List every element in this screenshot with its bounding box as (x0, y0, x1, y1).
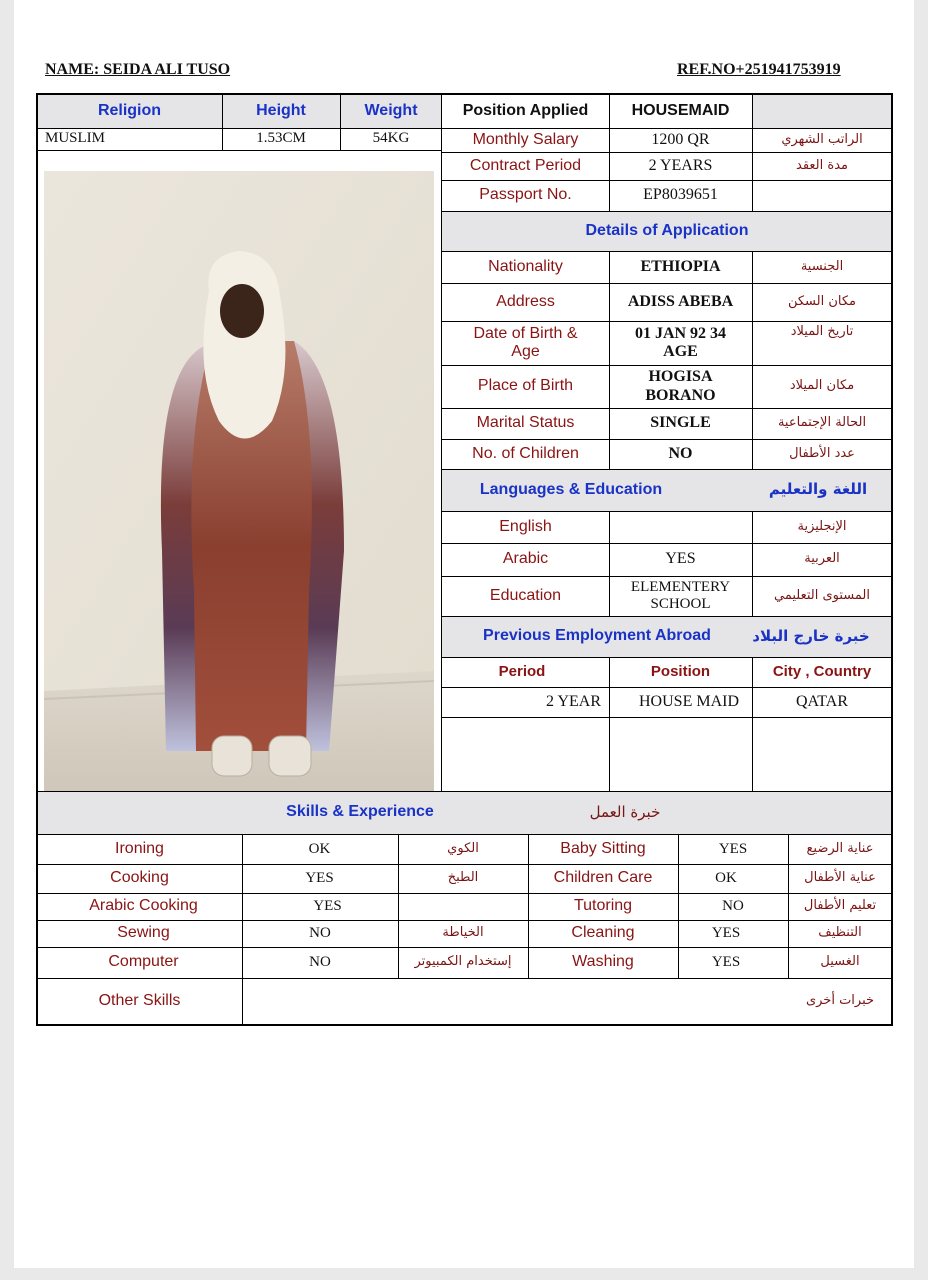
english-value (609, 511, 752, 543)
salary-arabic: الراتب الشهري (781, 131, 863, 147)
skill-cooking-value: YES (305, 869, 334, 886)
skill-ironing-value: OK (308, 840, 331, 857)
contract-arabic: مدة العقد (796, 157, 848, 173)
employment-country: QATAR (795, 692, 849, 710)
details-title: Details of Application (442, 211, 892, 251)
position-header-right-bg (752, 95, 892, 128)
employment-period-header: Period (498, 663, 546, 681)
birthplace-value: HOGISA BORANO (645, 368, 716, 404)
marital-value: SINGLE (650, 414, 711, 432)
dob-arabic: تاريخ الميلاد (790, 323, 854, 339)
skill-washing-label: Washing (572, 953, 634, 971)
skill-tutoring-label: Tutoring (573, 897, 633, 915)
nationality-value: ETHIOPIA (640, 257, 721, 275)
applicant-photo (44, 171, 434, 791)
skill-cleaning-arabic: التنظيف (818, 925, 862, 941)
passport-label: Passport No. (479, 186, 572, 204)
dob-value: 01 JAN 92 34 AGE (634, 324, 727, 360)
skill-sewing-arabic: الخياطة (442, 925, 484, 941)
children-label: No. of Children (472, 444, 579, 462)
height-value: 1.53CM (256, 130, 306, 147)
skill-computer-value: NO (309, 953, 331, 970)
birthplace-arabic: مكان الميلاد (789, 378, 855, 394)
languages-title: Languages & Education (479, 480, 663, 498)
other-skills-arabic: خبرات أخرى (805, 993, 875, 1009)
applicant-name: NAME: SEIDA ALI TUSO (45, 61, 231, 78)
children-value: NO (668, 444, 693, 462)
skill-tutoring-value: NO (722, 897, 744, 914)
education-arabic: المستوى التعليمي (774, 587, 870, 603)
employment-title: Previous Employment Abroad (483, 627, 711, 645)
languages-title-arabic: اللغة والتعليم (768, 480, 868, 499)
skill-arabic-cooking-label: Arabic Cooking (89, 897, 198, 915)
salary-value: 1200 QR (651, 130, 710, 148)
nationality-arabic: الجنسية (800, 258, 844, 274)
contract-value: 2 YEARS (648, 156, 713, 174)
salary-label: Monthly Salary (472, 130, 579, 148)
weight-value: 54KG (372, 130, 410, 147)
religion-label: Religion (97, 102, 162, 120)
skill-computer-label: Computer (108, 953, 179, 971)
arabic-arabic: العربية (804, 551, 840, 567)
skill-ironing-label: Ironing (115, 840, 164, 858)
skill-childcare-label: Children Care (553, 869, 653, 887)
english-arabic: الإنجليزية (797, 518, 847, 534)
employment-period: 2 YEAR (546, 692, 601, 710)
skills-title-arabic: خبرة العمل (589, 802, 661, 821)
height-label: Height (256, 102, 306, 120)
education-label: Education (489, 586, 562, 604)
skill-sewing-value: NO (309, 924, 331, 941)
skill-ironing-arabic: الكوي (447, 841, 479, 857)
skill-babysitting-label: Baby Sitting (560, 840, 646, 858)
arabic-label: Arabic (502, 550, 549, 568)
nationality-label: Nationality (488, 257, 563, 275)
skills-title: Skills & Experience (286, 803, 434, 821)
skill-washing-value: YES (711, 953, 741, 970)
employment-position-header: Position (650, 663, 711, 681)
address-value: ADISS ABEBA (627, 292, 734, 310)
address-label: Address (496, 292, 555, 310)
position-applied-value: HOUSEMAID (631, 102, 730, 120)
reference-number: REF.NO+251941753919 (677, 61, 841, 78)
skill-childcare-value: OK (715, 869, 737, 886)
other-skills-label: Other Skills (98, 992, 181, 1010)
skill-tutoring-arabic: تعليم الأطفال (803, 898, 877, 914)
english-label: English (499, 517, 552, 535)
skill-babysitting-arabic: عناية الرضيع (806, 841, 874, 857)
skill-arabic-cooking-value: YES (313, 897, 342, 914)
education-value: ELEMENTERY SCHOOL (630, 578, 731, 612)
arabic-value: YES (665, 550, 696, 568)
employment-title-arabic: خبرة خارج البلاد (752, 626, 870, 645)
skill-childcare-arabic: عناية الأطفال (804, 870, 876, 886)
passport-value: EP8039651 (643, 186, 718, 204)
religion-value: MUSLIM (45, 130, 106, 147)
skill-computer-arabic: إستخدام الكمبيوتر (414, 954, 512, 970)
marital-arabic: الحالة الإجتماعية (777, 415, 867, 431)
children-arabic: عدد الأطفال (789, 445, 855, 461)
skill-cooking-label: Cooking (110, 869, 169, 887)
skill-cleaning-value: YES (711, 924, 741, 941)
skill-cleaning-label: Cleaning (571, 924, 635, 942)
weight-label: Weight (364, 102, 418, 120)
skill-sewing-label: Sewing (117, 924, 170, 942)
birthplace-label: Place of Birth (477, 377, 574, 395)
skill-cooking-arabic: الطبخ (447, 870, 479, 886)
employment-country-header: City , Country (772, 663, 872, 681)
contract-label: Contract Period (469, 156, 582, 174)
skill-babysitting-value: YES (718, 840, 748, 857)
dob-label: Date of Birth & Age (473, 324, 578, 360)
marital-label: Marital Status (476, 414, 575, 432)
skill-washing-arabic: الغسيل (820, 954, 860, 970)
position-applied-label: Position Applied (462, 102, 589, 120)
employment-position: HOUSE MAID (639, 692, 739, 710)
address-arabic: مكان السكن (787, 293, 857, 309)
